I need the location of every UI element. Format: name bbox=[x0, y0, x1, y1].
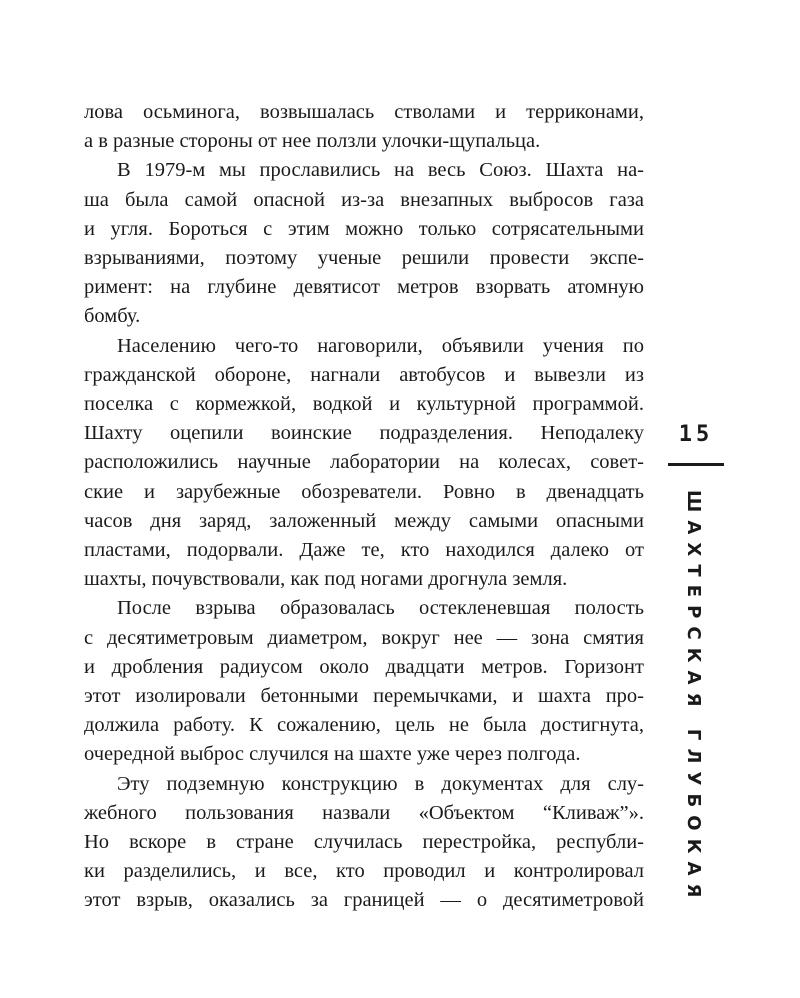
text-line: этот изолировали бетонными перемычками, и шахта про- bbox=[84, 685, 644, 708]
text-line: очередной выброс случился на шахте уже через полгода. bbox=[84, 743, 581, 766]
body-text bbox=[84, 98, 644, 916]
text-line: Шахту оцепили воинские подразделения. Неподалеку bbox=[84, 422, 644, 445]
text-line: бомбу. bbox=[84, 305, 141, 328]
text-line: ша была самой опасной из-за внезапных выбросов газа bbox=[84, 188, 644, 211]
text-line: этот взрыв, оказались за границей — о десятиметровой bbox=[84, 889, 644, 912]
text-line: поселка с кормежкой, водкой и культурной программой. bbox=[84, 393, 644, 416]
text-line: с десятиметровым диаметром, вокруг нее — зона смятия bbox=[84, 626, 644, 649]
text-line: ки разделились, и все, кто проводил и контролировал bbox=[84, 860, 644, 883]
divider bbox=[668, 463, 724, 466]
text-line: После взрыва образовалась остекленевшая полость bbox=[117, 597, 644, 620]
text-line: расположились научные лаборатории на колесах, совет- bbox=[84, 451, 644, 474]
page-number: 15 bbox=[678, 422, 714, 447]
text-line: В 1979-м мы прославились на весь Союз. Шахта на- bbox=[117, 159, 644, 182]
text-line: шахты, почувствовали, как под ногами дрогнула земля. bbox=[84, 568, 568, 591]
text-line: должила работу. К сожалению, цель не была достигнута, bbox=[84, 714, 644, 737]
text-line: Эту подземную конструкцию в документах для слу- bbox=[117, 772, 644, 795]
text-line: лова осьминога, возвышалась стволами и терриконами, bbox=[84, 101, 644, 123]
text-line: и угля. Бороться с этим можно только сотрясательными bbox=[84, 217, 644, 240]
text-line: Но вскоре в стране случилась перестройка, республи- bbox=[84, 831, 644, 854]
text-line: пластами, подорвали. Даже те, кто находился далеко от bbox=[84, 539, 644, 562]
text-line: ские и зарубежные обозреватели. Ровно в двенадцать bbox=[84, 480, 644, 503]
text-line: а в разные стороны от нее ползли улочки-щупальца. bbox=[84, 130, 541, 153]
text-line: часов дня заряд, заложенный между самыми опасными bbox=[84, 509, 644, 532]
text-line: римент: на глубине девятисот метров взорвать атомную bbox=[84, 276, 644, 299]
text-line: жебного пользования назвали «Объектом “Кливаж”». bbox=[84, 801, 644, 824]
text-line: Населению чего-то наговорили, объявили учения по bbox=[117, 334, 644, 357]
running-title: ШАХТЕРСКАЯ ГЛУБОКАЯ bbox=[683, 490, 704, 906]
text-line: взрываниями, поэтому ученые решили провести экспе- bbox=[84, 247, 644, 270]
text-line: гражданской обороне, нагнали автобусов и вывезли из bbox=[84, 363, 644, 386]
text-line: и дробления радиусом около двадцати метров. Горизонт bbox=[84, 655, 644, 678]
